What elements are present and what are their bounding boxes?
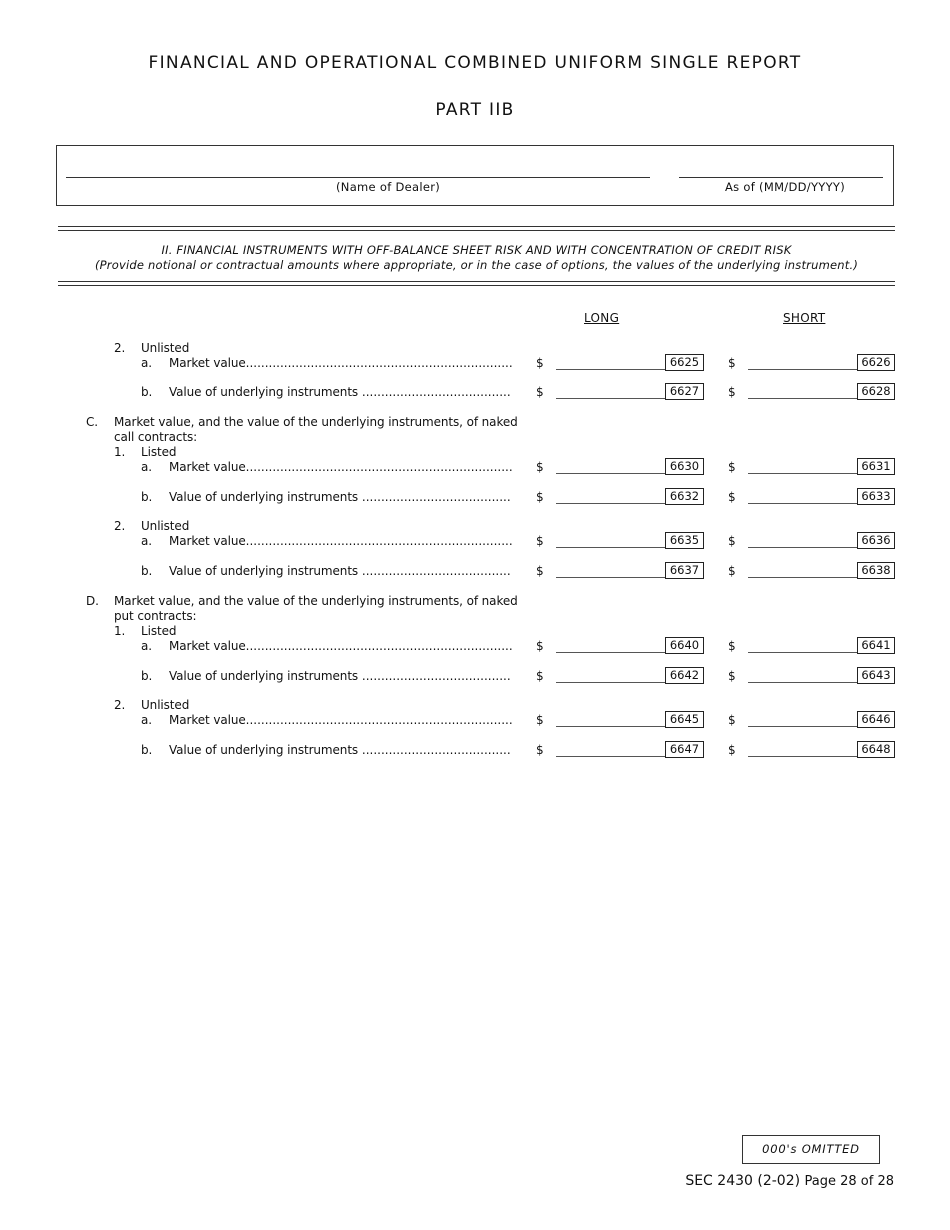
short-amount-field[interactable] [748, 503, 857, 504]
short-amount-field[interactable] [748, 577, 857, 578]
item-letter: a. [141, 713, 152, 727]
row-label-market-value: Market value...................................................................... [169, 639, 513, 653]
long-line-code: 6627 [665, 383, 704, 400]
short-line-code: 6626 [857, 354, 895, 371]
long-amount-field[interactable] [556, 726, 665, 727]
row-label-market-value: Market value...................................................................... [169, 356, 513, 370]
row-label-value-underlying: Value of underlying instruments ....................................... [169, 490, 511, 504]
item-letter: a. [141, 534, 152, 548]
currency-symbol: $ [536, 639, 544, 653]
short-line-code: 6643 [857, 667, 895, 684]
long-line-code: 6632 [665, 488, 704, 505]
subheading-unlisted: Unlisted [141, 341, 190, 355]
section-subtitle: (Provide notional or contractual amounts where appropriate, or in the case of options, the values of the underlying instrument.) [94, 258, 859, 272]
row-label-value-underlying: Value of underlying instruments ....................................... [169, 669, 511, 683]
short-amount-field[interactable] [748, 652, 857, 653]
currency-symbol: $ [728, 743, 736, 757]
long-line-code: 6630 [665, 458, 704, 475]
item-number: 2. [114, 341, 126, 355]
currency-symbol: $ [728, 564, 736, 578]
long-line-code: 6635 [665, 532, 704, 549]
long-amount-field[interactable] [556, 473, 665, 474]
short-amount-field[interactable] [748, 726, 857, 727]
currency-symbol: $ [728, 385, 736, 399]
currency-symbol: $ [728, 356, 736, 370]
currency-symbol: $ [728, 639, 736, 653]
item-number: 1. [114, 445, 126, 459]
column-header-short: SHORT [783, 311, 826, 325]
long-amount-field[interactable] [556, 547, 665, 548]
currency-symbol: $ [536, 534, 544, 548]
section-title: II. FINANCIAL INSTRUMENTS WITH OFF-BALANCE SHEET RISK AND WITH CONCENTRATION OF CREDIT RISK [161, 243, 792, 257]
short-line-code: 6648 [857, 741, 895, 758]
short-amount-field[interactable] [748, 369, 857, 370]
short-line-code: 6638 [857, 562, 895, 579]
currency-symbol: $ [536, 460, 544, 474]
report-date-field[interactable] [679, 177, 883, 178]
long-line-code: 6645 [665, 711, 704, 728]
short-line-code: 6641 [857, 637, 895, 654]
item-number: 2. [114, 519, 126, 533]
section-letter: D. [86, 594, 99, 608]
long-line-code: 6642 [665, 667, 704, 684]
item-number: 2. [114, 698, 126, 712]
item-letter: b. [141, 743, 153, 757]
long-amount-field[interactable] [556, 652, 665, 653]
long-amount-field[interactable] [556, 577, 665, 578]
section-c-heading-cont: call contracts: [114, 430, 198, 444]
row-label-market-value: Market value...................................................................... [169, 460, 513, 474]
long-line-code: 6640 [665, 637, 704, 654]
currency-symbol: $ [728, 534, 736, 548]
row-label-value-underlying: Value of underlying instruments ....................................... [169, 564, 511, 578]
short-line-code: 6636 [857, 532, 895, 549]
currency-symbol: $ [728, 713, 736, 727]
long-amount-field[interactable] [556, 398, 665, 399]
currency-symbol: $ [536, 385, 544, 399]
short-line-code: 6646 [857, 711, 895, 728]
subheading-unlisted: Unlisted [141, 698, 190, 712]
section-divider-top [58, 226, 895, 231]
form-footer [685, 1173, 894, 1189]
currency-symbol: $ [728, 490, 736, 504]
item-letter: a. [141, 639, 152, 653]
long-amount-field[interactable] [556, 756, 665, 757]
short-amount-field[interactable] [748, 682, 857, 683]
subheading-listed: Listed [141, 445, 177, 459]
currency-symbol: $ [536, 743, 544, 757]
short-amount-field[interactable] [748, 547, 857, 548]
currency-symbol: $ [536, 564, 544, 578]
part-title: PART IIB [435, 100, 515, 120]
subheading-listed: Listed [141, 624, 177, 638]
long-amount-field[interactable] [556, 682, 665, 683]
dealer-name-field[interactable] [66, 177, 650, 178]
column-header-long: LONG [584, 311, 620, 325]
section-divider-bottom [58, 281, 895, 286]
currency-symbol: $ [728, 669, 736, 683]
short-line-code: 6631 [857, 458, 895, 475]
section-letter: C. [86, 415, 98, 429]
item-letter: b. [141, 564, 153, 578]
item-letter: a. [141, 460, 152, 474]
long-line-code: 6625 [665, 354, 704, 371]
subheading-unlisted: Unlisted [141, 519, 190, 533]
dealer-name-label: (Name of Dealer) [336, 180, 441, 194]
dealer-info-box [56, 145, 894, 206]
section-d-heading-cont: put contracts: [114, 609, 197, 623]
row-label-market-value: Market value...................................................................... [169, 713, 513, 727]
short-amount-field[interactable] [748, 398, 857, 399]
row-label-value-underlying: Value of underlying instruments ....................................... [169, 385, 511, 399]
form-number: SEC 2430 (2-02) [685, 1173, 801, 1189]
page-number: Page 28 of 28 [804, 1174, 894, 1189]
item-letter: a. [141, 356, 152, 370]
item-letter: b. [141, 385, 153, 399]
long-amount-field[interactable] [556, 369, 665, 370]
section-c-heading: Market value, and the value of the underlying instruments, of naked [114, 415, 518, 429]
short-amount-field[interactable] [748, 756, 857, 757]
row-label-value-underlying: Value of underlying instruments ....................................... [169, 743, 511, 757]
report-title: FINANCIAL AND OPERATIONAL COMBINED UNIFORM SINGLE REPORT [148, 53, 802, 73]
currency-symbol: $ [536, 490, 544, 504]
short-amount-field[interactable] [748, 473, 857, 474]
item-number: 1. [114, 624, 126, 638]
long-amount-field[interactable] [556, 503, 665, 504]
short-line-code: 6633 [857, 488, 895, 505]
currency-symbol: $ [536, 669, 544, 683]
long-line-code: 6647 [665, 741, 704, 758]
item-letter: b. [141, 490, 153, 504]
long-line-code: 6637 [665, 562, 704, 579]
report-date-label: As of (MM/DD/YYYY) [725, 180, 846, 194]
row-label-market-value: Market value...................................................................... [169, 534, 513, 548]
currency-symbol: $ [536, 356, 544, 370]
item-letter: b. [141, 669, 153, 683]
currency-symbol: $ [536, 713, 544, 727]
short-line-code: 6628 [857, 383, 895, 400]
section-d-heading: Market value, and the value of the underlying instruments, of naked [114, 594, 518, 608]
currency-symbol: $ [728, 460, 736, 474]
thousands-omitted-note: 000's OMITTED [742, 1135, 880, 1164]
